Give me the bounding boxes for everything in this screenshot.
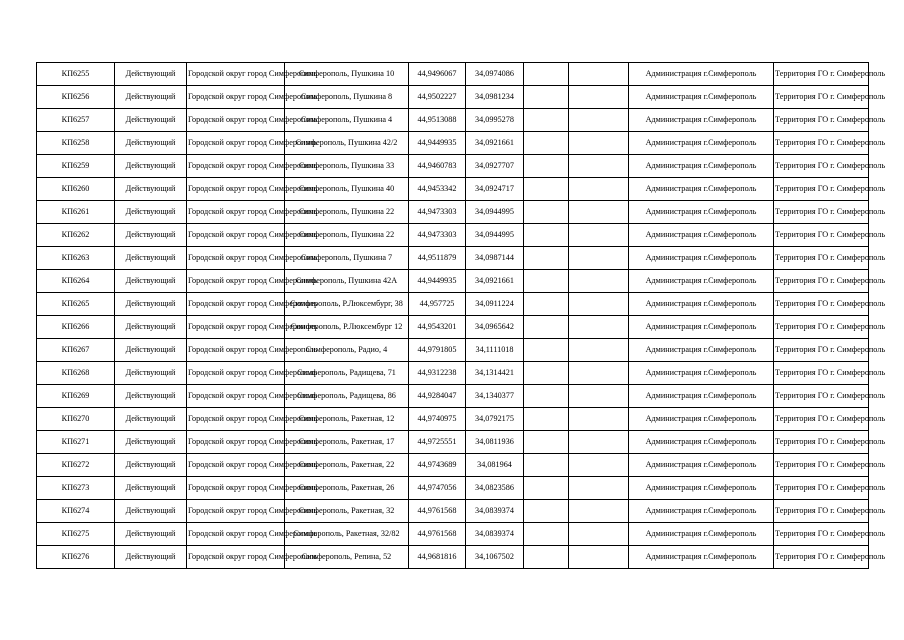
cell-district: Городской округ город Симферополь [187, 224, 285, 247]
cell-empty-1 [524, 477, 569, 500]
cell-owner: Администрация г.Симферополь [629, 477, 774, 500]
cell-owner: Администрация г.Симферополь [629, 546, 774, 569]
table-row [37, 500, 869, 523]
cell-id: КП6255 [37, 63, 115, 86]
cell-empty-2 [569, 247, 629, 270]
cell-territory: Территория ГО г. Симферополь [774, 339, 869, 362]
cell-empty-2 [569, 132, 629, 155]
table-row [37, 155, 869, 178]
cell-territory: Территория ГО г. Симферополь [774, 316, 869, 339]
cell-empty-1 [524, 431, 569, 454]
cell-latitude: 44,9747056 [409, 477, 466, 500]
cell-empty-2 [569, 385, 629, 408]
cell-id: КП6256 [37, 86, 115, 109]
cell-owner: Администрация г.Симферополь [629, 362, 774, 385]
cell-territory: Территория ГО г. Симферополь [774, 431, 869, 454]
cell-empty-1 [524, 523, 569, 546]
cell-address: Симферополь, Радищева, 71 [285, 362, 409, 385]
cell-territory: Территория ГО г. Симферополь [774, 362, 869, 385]
cell-status: Действующий [115, 385, 187, 408]
cell-empty-2 [569, 408, 629, 431]
cell-territory: Территория ГО г. Симферополь [774, 270, 869, 293]
cell-status: Действующий [115, 63, 187, 86]
cell-territory: Территория ГО г. Симферополь [774, 155, 869, 178]
cell-empty-1 [524, 339, 569, 362]
cell-empty-1 [524, 546, 569, 569]
cell-longitude: 34,0823586 [466, 477, 524, 500]
cell-address: Симферополь, Пушкина 22 [285, 201, 409, 224]
cell-district: Городской округ город Симферополь [187, 385, 285, 408]
cell-empty-1 [524, 178, 569, 201]
cell-latitude: 44,9460783 [409, 155, 466, 178]
cell-longitude: 34,0927707 [466, 155, 524, 178]
cell-address: Симферополь, Ракетная, 32/82 [285, 523, 409, 546]
cell-address: Симферополь, Р.Люксембург 12 [285, 316, 409, 339]
cell-status: Действующий [115, 477, 187, 500]
cell-territory: Территория ГО г. Симферополь [774, 63, 869, 86]
cell-empty-2 [569, 155, 629, 178]
table-row [37, 385, 869, 408]
cell-district: Городской округ город Симферополь [187, 63, 285, 86]
table-row [37, 63, 869, 86]
cell-district: Городской округ город Симферополь [187, 316, 285, 339]
cell-district: Городской округ город Симферополь [187, 523, 285, 546]
cell-empty-1 [524, 385, 569, 408]
cell-empty-2 [569, 86, 629, 109]
cell-latitude: 44,9791805 [409, 339, 466, 362]
cell-empty-1 [524, 155, 569, 178]
cell-district: Городской округ город Симферополь [187, 454, 285, 477]
table-row [37, 408, 869, 431]
cell-latitude: 44,9473303 [409, 201, 466, 224]
cell-latitude: 44,9511879 [409, 247, 466, 270]
cell-status: Действующий [115, 224, 187, 247]
cell-owner: Администрация г.Симферополь [629, 224, 774, 247]
cell-empty-1 [524, 132, 569, 155]
cell-longitude: 34,0921661 [466, 132, 524, 155]
cell-id: КП6262 [37, 224, 115, 247]
cell-status: Действующий [115, 546, 187, 569]
table-row [37, 477, 869, 500]
cell-latitude: 44,9725551 [409, 431, 466, 454]
cell-id: КП6259 [37, 155, 115, 178]
cell-longitude: 34,0792175 [466, 408, 524, 431]
cell-district: Городской округ город Симферополь [187, 500, 285, 523]
table-row [37, 339, 869, 362]
cell-district: Городской округ город Симферополь [187, 201, 285, 224]
cell-latitude: 44,9502227 [409, 86, 466, 109]
cell-owner: Администрация г.Симферополь [629, 293, 774, 316]
cell-longitude: 34,0921661 [466, 270, 524, 293]
cell-status: Действующий [115, 408, 187, 431]
cell-owner: Администрация г.Симферополь [629, 316, 774, 339]
cell-address: Симферополь, Пушкина 7 [285, 247, 409, 270]
cell-longitude: 34,0924717 [466, 178, 524, 201]
cell-longitude: 34,0987144 [466, 247, 524, 270]
cell-id: КП6268 [37, 362, 115, 385]
table-row [37, 362, 869, 385]
cell-owner: Администрация г.Симферополь [629, 454, 774, 477]
cell-status: Действующий [115, 132, 187, 155]
cell-address: Симферополь, Пушкина 4 [285, 109, 409, 132]
cell-address: Симферополь, Пушкина 22 [285, 224, 409, 247]
cell-empty-1 [524, 247, 569, 270]
cell-address: Симферополь, Р.Люксембург, 38 [285, 293, 409, 316]
cell-latitude: 44,9513088 [409, 109, 466, 132]
table-row [37, 201, 869, 224]
table-row [37, 86, 869, 109]
cell-owner: Администрация г.Симферополь [629, 86, 774, 109]
cell-empty-2 [569, 63, 629, 86]
cell-longitude: 34,0974086 [466, 63, 524, 86]
cell-owner: Администрация г.Симферополь [629, 408, 774, 431]
cell-district: Городской округ город Симферополь [187, 86, 285, 109]
cell-id: КП6257 [37, 109, 115, 132]
table-row [37, 293, 869, 316]
cell-empty-2 [569, 293, 629, 316]
cell-address: Симферополь, Ракетная, 26 [285, 477, 409, 500]
cell-empty-2 [569, 339, 629, 362]
cell-owner: Администрация г.Симферополь [629, 109, 774, 132]
cell-territory: Территория ГО г. Симферополь [774, 385, 869, 408]
registry-table [36, 62, 886, 569]
table-row [37, 247, 869, 270]
cell-longitude: 34,0995278 [466, 109, 524, 132]
cell-longitude: 34,1111018 [466, 339, 524, 362]
cell-address: Симферополь, Пушкина 33 [285, 155, 409, 178]
cell-latitude: 44,9740975 [409, 408, 466, 431]
cell-id: КП6276 [37, 546, 115, 569]
cell-status: Действующий [115, 339, 187, 362]
cell-latitude: 44,9453342 [409, 178, 466, 201]
cell-empty-2 [569, 109, 629, 132]
cell-address: Симферополь, Пушкина 42А [285, 270, 409, 293]
cell-longitude: 34,1314421 [466, 362, 524, 385]
cell-owner: Администрация г.Симферополь [629, 385, 774, 408]
cell-id: КП6260 [37, 178, 115, 201]
cell-latitude: 44,9449935 [409, 132, 466, 155]
cell-territory: Территория ГО г. Симферополь [774, 132, 869, 155]
cell-address: Симферополь, Радищева, 86 [285, 385, 409, 408]
cell-empty-2 [569, 431, 629, 454]
cell-district: Городской округ город Симферополь [187, 477, 285, 500]
cell-owner: Администрация г.Симферополь [629, 339, 774, 362]
table-body [37, 63, 886, 569]
cell-id: КП6261 [37, 201, 115, 224]
cell-address: Симферополь, Репина, 52 [285, 546, 409, 569]
cell-district: Городской округ город Симферополь [187, 155, 285, 178]
cell-id: КП6263 [37, 247, 115, 270]
table-row [37, 224, 869, 247]
cell-latitude: 44,9681816 [409, 546, 466, 569]
cell-district: Городской округ город Симферополь [187, 178, 285, 201]
cell-territory: Территория ГО г. Симферополь [774, 86, 869, 109]
cell-empty-1 [524, 293, 569, 316]
cell-territory: Территория ГО г. Симферополь [774, 293, 869, 316]
cell-empty-2 [569, 316, 629, 339]
cell-longitude: 34,0944995 [466, 224, 524, 247]
cell-latitude: 44,9312238 [409, 362, 466, 385]
table-row [37, 523, 869, 546]
cell-empty-1 [524, 109, 569, 132]
cell-id: КП6266 [37, 316, 115, 339]
cell-territory: Территория ГО г. Симферополь [774, 178, 869, 201]
cell-district: Городской округ город Симферополь [187, 546, 285, 569]
cell-latitude: 44,9473303 [409, 224, 466, 247]
cell-empty-1 [524, 270, 569, 293]
cell-district: Городской округ город Симферополь [187, 270, 285, 293]
cell-id: КП6274 [37, 500, 115, 523]
cell-district: Городской округ город Симферополь [187, 109, 285, 132]
table-row [37, 270, 869, 293]
cell-empty-2 [569, 362, 629, 385]
cell-id: КП6271 [37, 431, 115, 454]
cell-owner: Администрация г.Симферополь [629, 500, 774, 523]
cell-owner: Администрация г.Симферополь [629, 247, 774, 270]
cell-address: Симферополь, Ракетная, 12 [285, 408, 409, 431]
cell-longitude: 34,0944995 [466, 201, 524, 224]
cell-owner: Администрация г.Симферополь [629, 132, 774, 155]
cell-longitude: 34,0839374 [466, 523, 524, 546]
cell-id: КП6270 [37, 408, 115, 431]
table-row [37, 316, 869, 339]
cell-district: Городской округ город Симферополь [187, 293, 285, 316]
cell-owner: Администрация г.Симферополь [629, 63, 774, 86]
cell-address: Симферополь, Пушкина 42/2 [285, 132, 409, 155]
table-row [37, 431, 869, 454]
cell-latitude: 44,9761568 [409, 500, 466, 523]
cell-district: Городской округ город Симферополь [187, 247, 285, 270]
cell-status: Действующий [115, 500, 187, 523]
cell-owner: Администрация г.Симферополь [629, 178, 774, 201]
table-row [37, 454, 869, 477]
table-row [37, 546, 869, 569]
cell-territory: Территория ГО г. Симферополь [774, 546, 869, 569]
cell-longitude: 34,0981234 [466, 86, 524, 109]
cell-id: КП6273 [37, 477, 115, 500]
cell-empty-1 [524, 201, 569, 224]
cell-empty-1 [524, 224, 569, 247]
cell-address: Симферополь, Пушкина 10 [285, 63, 409, 86]
cell-longitude: 34,1340377 [466, 385, 524, 408]
cell-territory: Территория ГО г. Симферополь [774, 201, 869, 224]
cell-id: КП6275 [37, 523, 115, 546]
cell-district: Городской округ город Симферополь [187, 408, 285, 431]
cell-status: Действующий [115, 247, 187, 270]
cell-latitude: 44,9543201 [409, 316, 466, 339]
cell-empty-2 [569, 178, 629, 201]
cell-territory: Территория ГО г. Симферополь [774, 247, 869, 270]
table-row [37, 109, 869, 132]
cell-status: Действующий [115, 109, 187, 132]
cell-empty-1 [524, 63, 569, 86]
table-row [37, 178, 869, 201]
cell-longitude: 34,0811936 [466, 431, 524, 454]
cell-empty-2 [569, 454, 629, 477]
cell-id: КП6258 [37, 132, 115, 155]
cell-owner: Администрация г.Симферополь [629, 431, 774, 454]
cell-address: Симферополь, Пушкина 8 [285, 86, 409, 109]
cell-longitude: 34,081964 [466, 454, 524, 477]
cell-id: КП6267 [37, 339, 115, 362]
cell-status: Действующий [115, 431, 187, 454]
cell-latitude: 44,9496067 [409, 63, 466, 86]
cell-empty-2 [569, 201, 629, 224]
cell-address: Симферополь, Ракетная, 32 [285, 500, 409, 523]
cell-status: Действующий [115, 362, 187, 385]
cell-longitude: 34,1067502 [466, 546, 524, 569]
cell-empty-2 [569, 224, 629, 247]
cell-longitude: 34,0839374 [466, 500, 524, 523]
cell-district: Городской округ город Симферополь [187, 431, 285, 454]
cell-id: КП6272 [37, 454, 115, 477]
cell-latitude: 44,9761568 [409, 523, 466, 546]
cell-status: Действующий [115, 201, 187, 224]
cell-empty-2 [569, 477, 629, 500]
cell-status: Действующий [115, 86, 187, 109]
cell-territory: Территория ГО г. Симферополь [774, 224, 869, 247]
cell-address: Симферополь, Пушкина 40 [285, 178, 409, 201]
cell-id: КП6264 [37, 270, 115, 293]
cell-latitude: 44,9284047 [409, 385, 466, 408]
cell-id: КП6265 [37, 293, 115, 316]
cell-empty-1 [524, 316, 569, 339]
cell-status: Действующий [115, 155, 187, 178]
cell-address: Симферополь, Ракетная, 22 [285, 454, 409, 477]
cell-owner: Администрация г.Симферополь [629, 270, 774, 293]
cell-territory: Территория ГО г. Симферополь [774, 109, 869, 132]
cell-status: Действующий [115, 454, 187, 477]
cell-status: Действующий [115, 316, 187, 339]
cell-id: КП6269 [37, 385, 115, 408]
cell-status: Действующий [115, 523, 187, 546]
cell-empty-2 [569, 270, 629, 293]
cell-owner: Администрация г.Симферополь [629, 523, 774, 546]
cell-status: Действующий [115, 270, 187, 293]
cell-territory: Территория ГО г. Симферополь [774, 477, 869, 500]
cell-empty-1 [524, 86, 569, 109]
cell-empty-2 [569, 500, 629, 523]
cell-district: Городской округ город Симферополь [187, 362, 285, 385]
cell-empty-1 [524, 454, 569, 477]
cell-owner: Администрация г.Симферополь [629, 201, 774, 224]
cell-latitude: 44,9743689 [409, 454, 466, 477]
cell-empty-1 [524, 362, 569, 385]
cell-empty-1 [524, 408, 569, 431]
cell-address: Симферополь, Радио, 4 [285, 339, 409, 362]
cell-district: Городской округ город Симферополь [187, 132, 285, 155]
cell-owner: Администрация г.Симферополь [629, 155, 774, 178]
cell-territory: Территория ГО г. Симферополь [774, 500, 869, 523]
cell-empty-2 [569, 546, 629, 569]
cell-latitude: 44,957725 [409, 293, 466, 316]
cell-empty-1 [524, 500, 569, 523]
cell-empty-2 [569, 523, 629, 546]
cell-status: Действующий [115, 293, 187, 316]
table-row [37, 132, 869, 155]
cell-territory: Территория ГО г. Симферополь [774, 454, 869, 477]
cell-longitude: 34,0911224 [466, 293, 524, 316]
cell-address: Симферополь, Ракетная, 17 [285, 431, 409, 454]
cell-territory: Территория ГО г. Симферополь [774, 523, 869, 546]
cell-district: Городской округ город Симферополь [187, 339, 285, 362]
cell-territory: Территория ГО г. Симферополь [774, 408, 869, 431]
cell-longitude: 34,0965642 [466, 316, 524, 339]
cell-status: Действующий [115, 178, 187, 201]
cell-latitude: 44,9449935 [409, 270, 466, 293]
